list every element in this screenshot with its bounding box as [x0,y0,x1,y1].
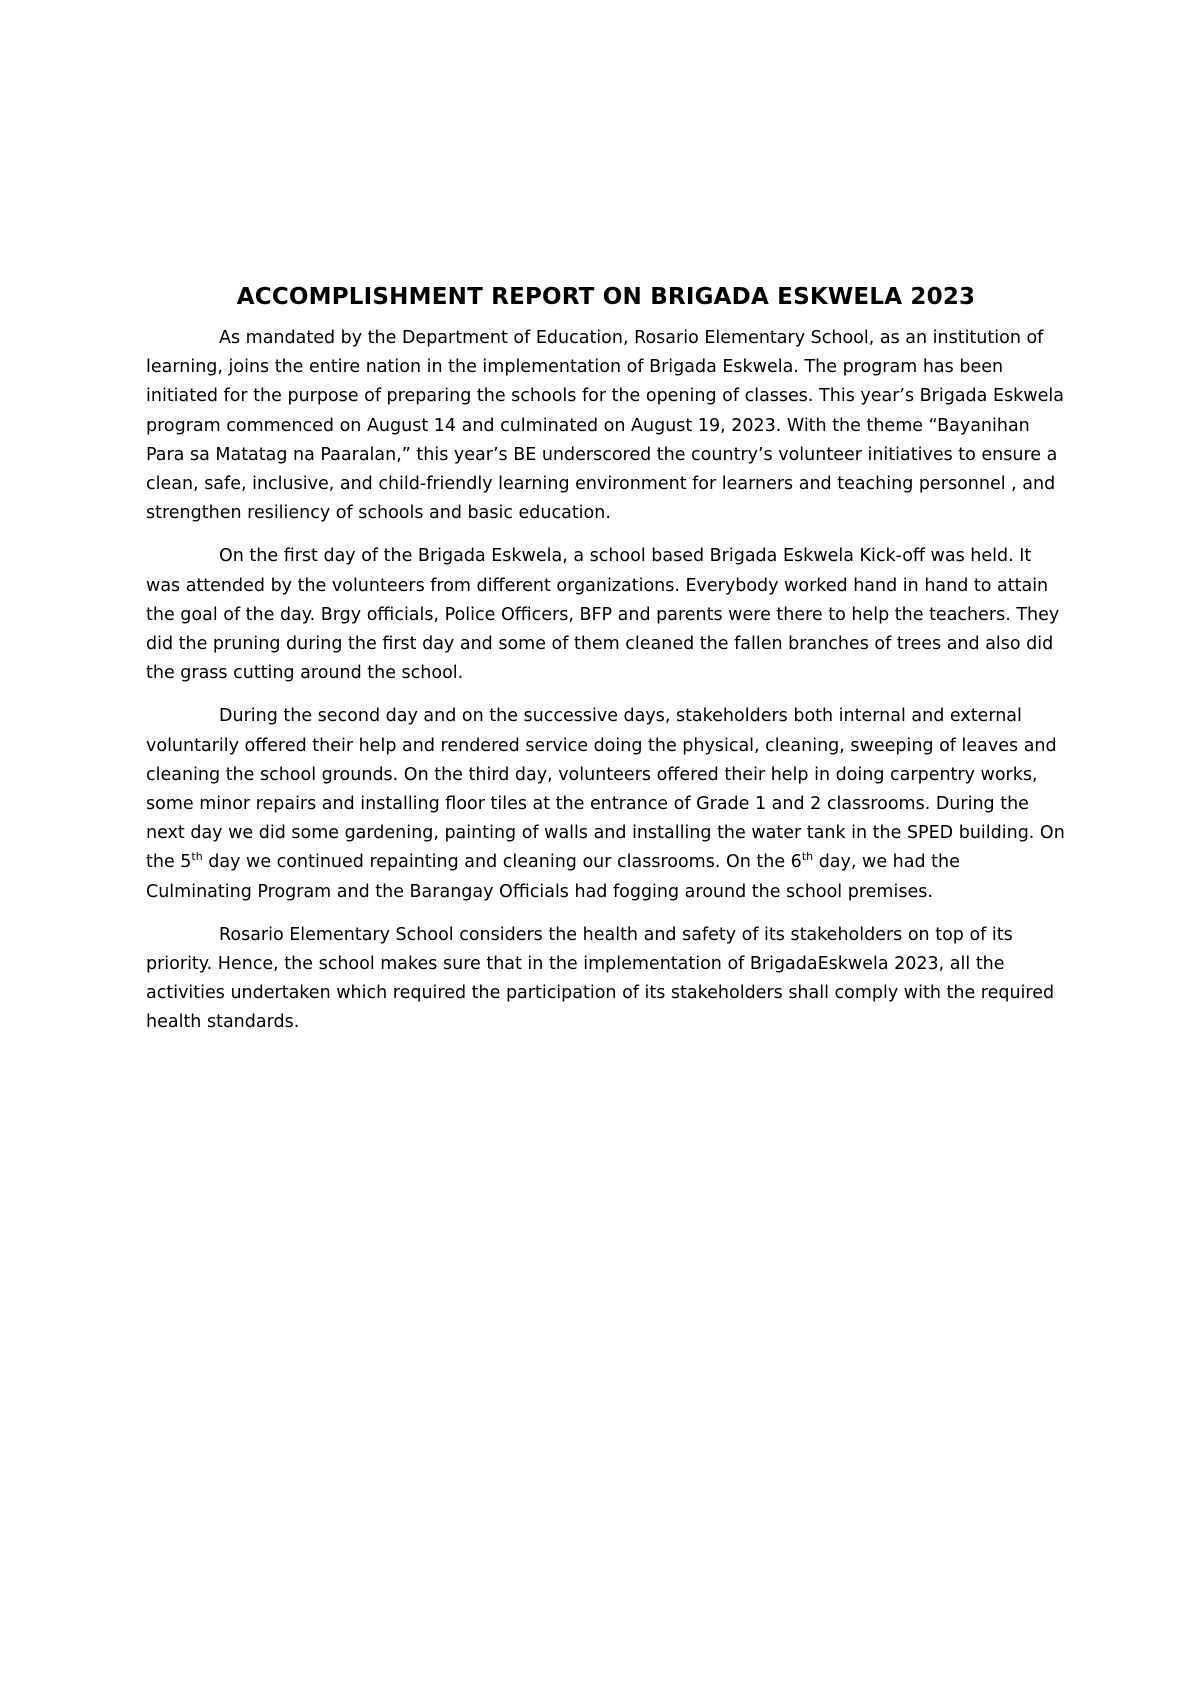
paragraph-health-standards: Rosario Elementary School considers the health and safety of its stakeholders on top of its priority. Hence, the school makes sure that in the implementation of BrigadaEskwela 2023, all the activities undertaken which required the participation of its stakeholders shall comply with the required health standards. [146,924,1055,1033]
paragraph-3-text-b: day we continued repainting and cleaning our classrooms. On the 6 [202,852,802,873]
paragraph-introduction: As mandated by the Department of Education, Rosario Elementary School, as an institution of learning, joins the entire nation in the implementation of Brigada Eskwela. The program has been initiated for the purpose of preparing the schools for the opening of classes. This year’s Brigada Eskwela program commenced on August 14 and culminated on August 19, 2023. With the theme “Bayanihan Para sa Matatag na Paaralan,” this year’s BE underscored the country’s volunteer initiatives to ensure a clean, safe, inclusive, and child-friendly learning environment for learners and teaching personnel , and strengthen resiliency of schools and basic education. [146,328,1064,524]
document-body [146,280,1066,1052]
paragraph-3-text-c: day, we had the Culminating Program and the Barangay Officials had fogging around the school premises. [146,852,960,902]
paragraph-successive-days [146,702,1066,906]
document-title: ACCOMPLISHMENT REPORT ON BRIGADA ESKWELA 2023 [236,284,976,310]
paragraph-first-day: On the first day of the Brigada Eskwela, a school based Brigada Eskwela Kick-off was held. It was attended by the volunteers from different organizations. Everybody worked hand in hand to attain the goal of the day. Brgy officials, Police Officers, BFP and parents were there to help the teachers. They did the pruning during the first day and some of them cleaned the fallen branches of trees and also did the grass cutting around the school. [146,546,1060,684]
ordinal-suffix-5th: th [191,850,203,864]
ordinal-suffix-6th: th [801,850,814,864]
paragraph-3-text-a: During the second day and on the successive days, stakeholders both internal and external voluntarily offered their help and rendered service doing the physical, cleaning, sweeping of leaves and cleaning the school grounds. On the third day, volunteers offered their help in doing carpentry works, some minor repairs and installing floor tiles at the entrance of Grade 1 and 2 classrooms. During the next day we did some gardening, painting of walls and installing the water tank in the SPED building. On the 5 [146,706,1065,873]
